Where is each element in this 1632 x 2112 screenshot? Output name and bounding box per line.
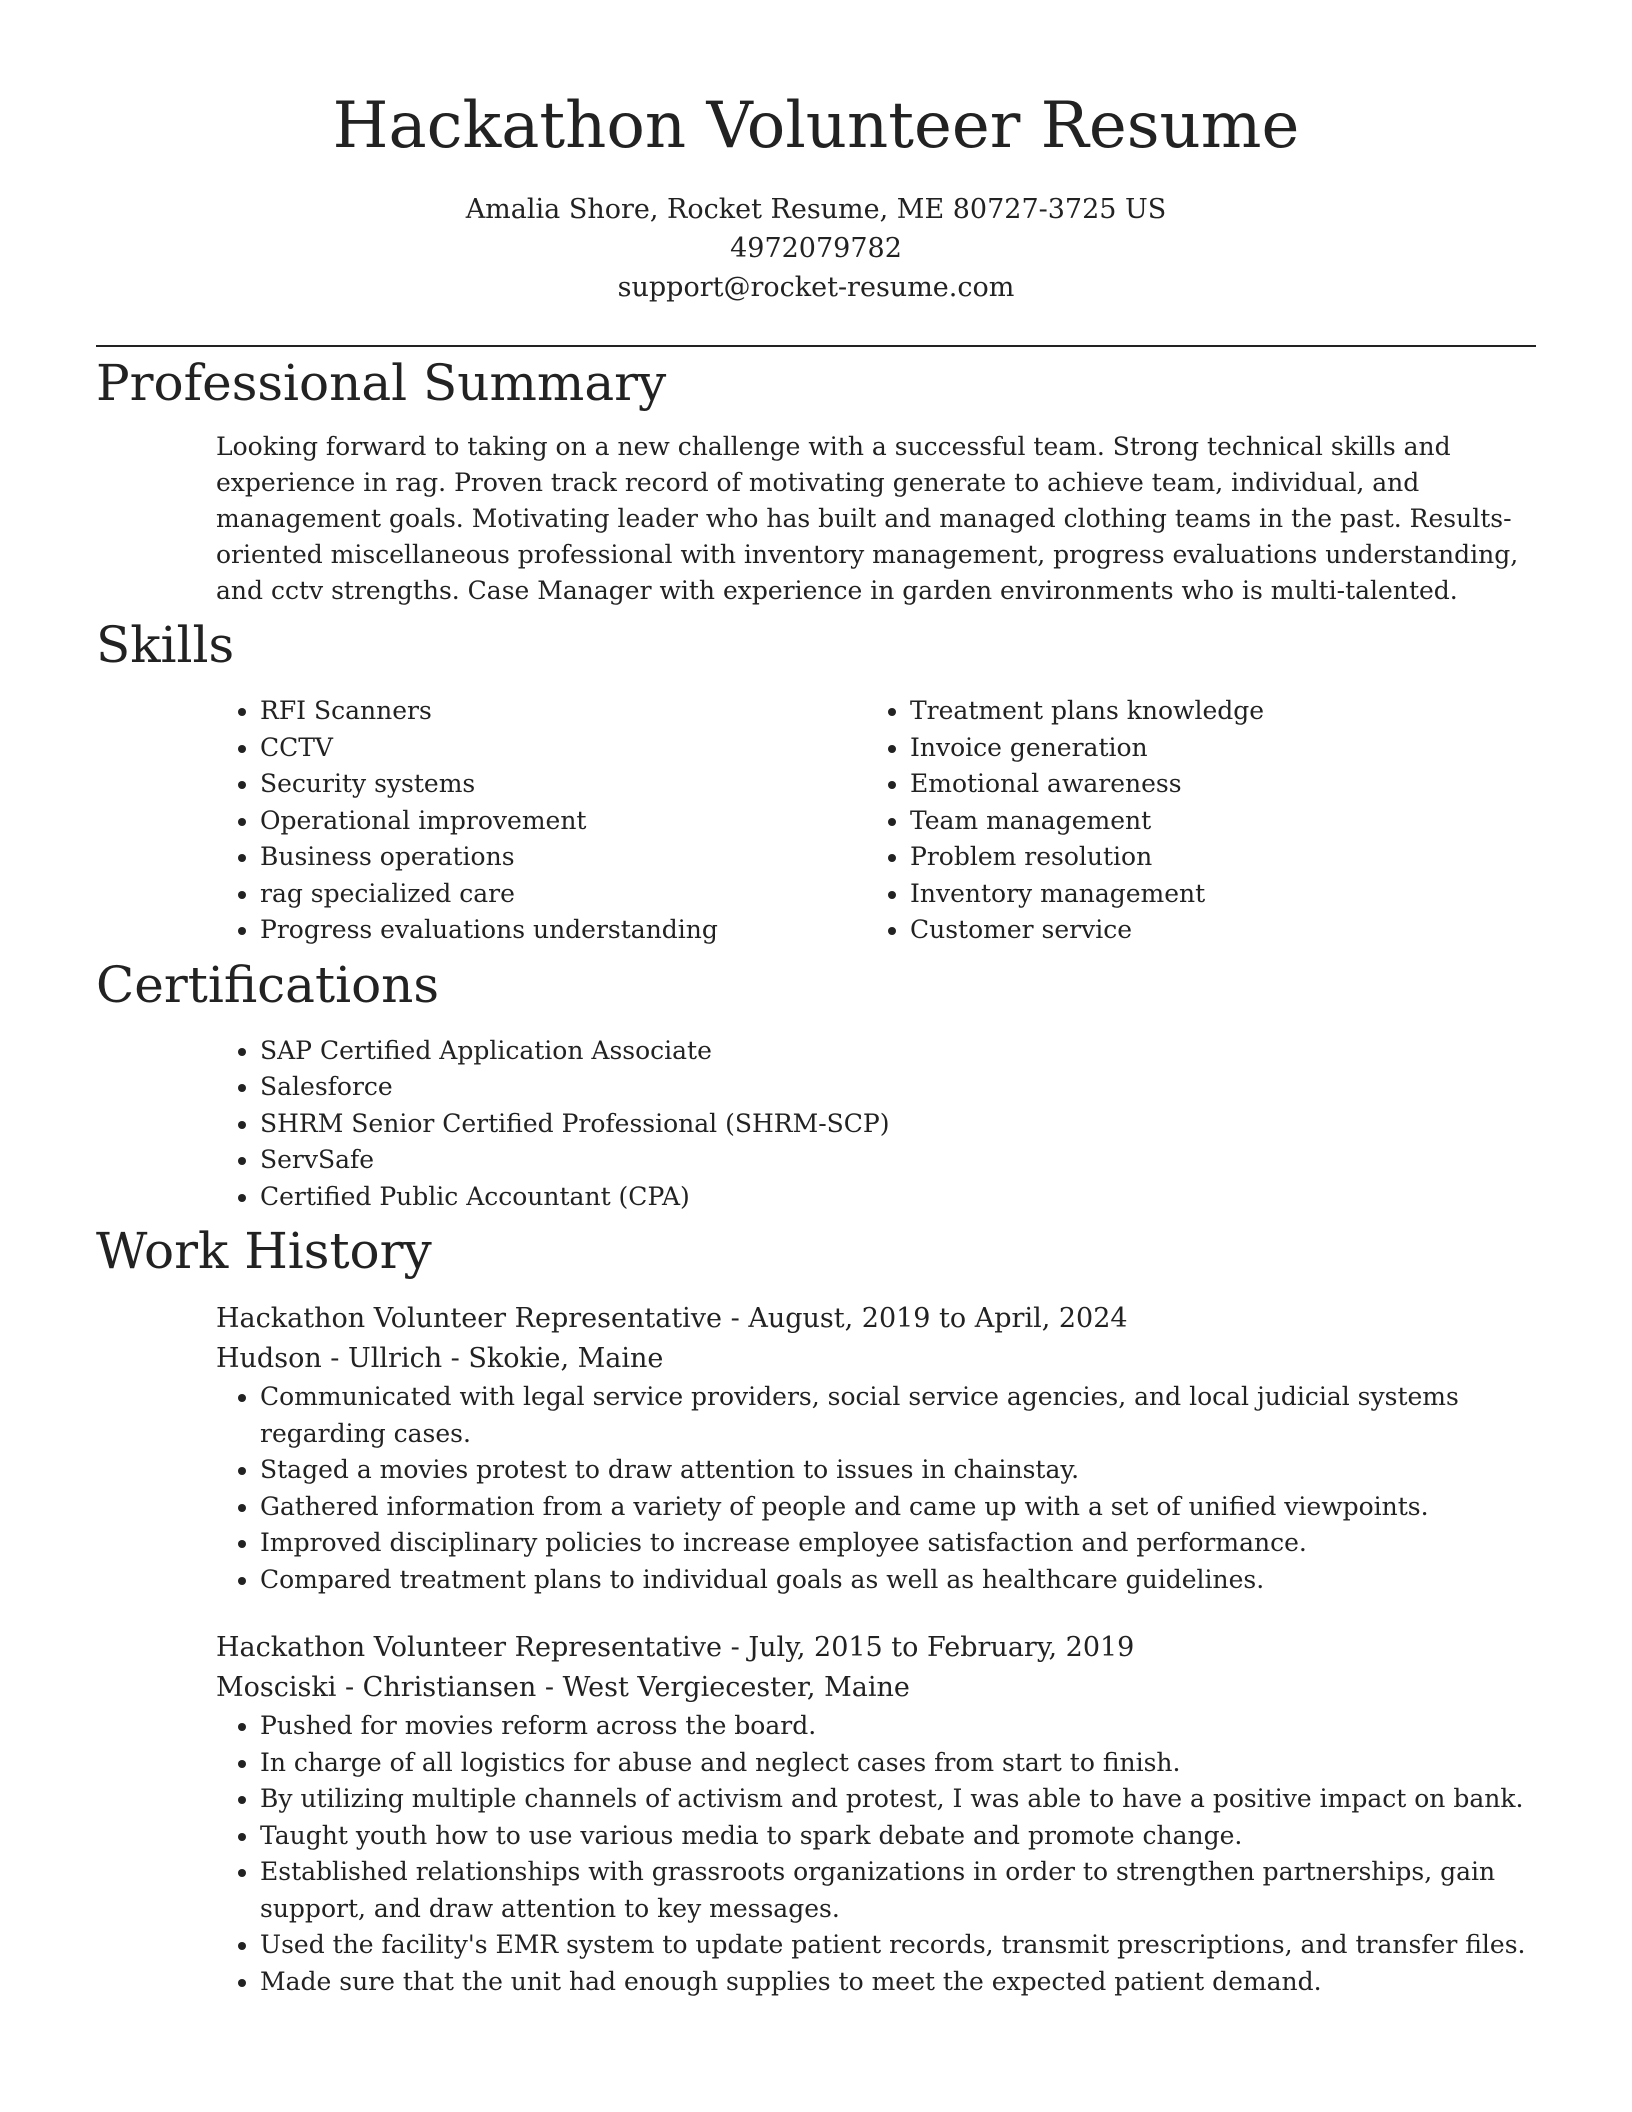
skill-item: • CCTV [260, 730, 866, 767]
skills-grid [216, 693, 1536, 949]
skill-item: • Team management [910, 803, 1516, 840]
job-company-line [216, 1339, 1536, 1379]
certification-item: • Certified Public Accountant (CPA) [260, 1179, 1536, 1216]
job-bullet: • Used the facility's EMR system to update patient records, transmit prescriptions, and transfer files. [260, 1927, 1536, 1964]
job-title-line [216, 1628, 1536, 1668]
summary-heading: Professional Summary [96, 354, 667, 412]
certifications-heading: Certifications [96, 955, 440, 1014]
job-entry [216, 1299, 1536, 1598]
skill-item: • Inventory management [910, 876, 1516, 913]
job-bullet: • Taught youth how to use various media to spark debate and promote change. [260, 1818, 1536, 1855]
skill-item: • Progress evaluations understanding [260, 912, 866, 949]
job-dates: - August, 2019 to April, 2024 [722, 1303, 1128, 1334]
skill-item: • Invoice generation [910, 730, 1516, 767]
skill-item: • Security systems [260, 766, 866, 803]
skill-item: • Treatment plans knowledge [910, 693, 1516, 730]
resume-header [96, 0, 1536, 307]
contact-address: Amalia Shore, Rocket Resume, ME 80727-3725 US [465, 194, 1167, 225]
job-bullet: • By utilizing multiple channels of activism and protest, I was able to have a positive impact on bank. [260, 1781, 1536, 1818]
job-bullet: • Staged a movies protest to draw attention to issues in chainstay. [260, 1452, 1536, 1489]
work-history-heading: Work History [96, 1222, 432, 1280]
job-bullet: • Established relationships with grassroots organizations in order to strengthen partnerships, gain support, and draw attention to key messages. [260, 1854, 1536, 1927]
job-role: Hackathon Volunteer Representative [216, 1303, 723, 1334]
job-bullet: • Improved disciplinary policies to increase employee satisfaction and performance. [260, 1525, 1536, 1562]
job-location: - West Vergiecester, Maine [536, 1672, 910, 1703]
job-title-line [216, 1299, 1536, 1339]
skill-item: • Operational improvement [260, 803, 866, 840]
skills-column-right [866, 693, 1516, 949]
contact-block [96, 190, 1536, 307]
skill-item: • Business operations [260, 839, 866, 876]
summary-section [216, 429, 1536, 609]
skills-column-left [216, 693, 866, 949]
skill-item: • Emotional awareness [910, 766, 1516, 803]
job-location: - Skokie, Maine [442, 1343, 664, 1374]
job-entry [216, 1628, 1536, 2000]
job-role: Hackathon Volunteer Representative [216, 1632, 723, 1663]
resume-title: Hackathon Volunteer Resume [332, 89, 1300, 163]
contact-phone: 4972079782 [730, 233, 902, 264]
contact-email: support@rocket-resume.com [617, 272, 1015, 303]
job-bullet: • Pushed for movies reform across the board. [260, 1708, 1536, 1745]
job-bullets [216, 1708, 1536, 2000]
job-dates: - July, 2015 to February, 2019 [722, 1632, 1135, 1663]
certification-item: • SHRM Senior Certified Professional (SHRM-SCP) [260, 1106, 1536, 1143]
skill-item: • RFI Scanners [260, 693, 866, 730]
job-company-line [216, 1668, 1536, 1708]
certification-item: • Salesforce [260, 1069, 1536, 1106]
certification-item: • SAP Certified Application Associate [260, 1033, 1536, 1070]
summary-text: Looking forward to taking on a new challenge with a successful team. Strong technical skills and experience in rag. Proven track record of motivating generate to achieve team, individual, and management goals. Motivating leader who has built and managed clothing teams in the past. Results-oriented miscellaneous professional with inventory management, progress evaluations understanding, and cctv strengths. Case Manager with experience in garden environments who is multi-talented. [216, 432, 1519, 605]
job-company: Mosciski - Christiansen [216, 1672, 537, 1703]
skill-item: • Customer service [910, 912, 1516, 949]
certifications-list [216, 1033, 1536, 1216]
resume-page [96, 0, 1536, 2000]
job-bullet: • Made sure that the unit had enough supplies to meet the expected patient demand. [260, 1964, 1536, 2001]
job-bullet: • Gathered information from a variety of people and came up with a set of unified viewpoints. [260, 1489, 1536, 1526]
job-bullet: • In charge of all logistics for abuse and neglect cases from start to finish. [260, 1745, 1536, 1782]
job-company: Hudson - Ullrich [216, 1343, 443, 1374]
certification-item: • ServSafe [260, 1142, 1536, 1179]
skill-item: • Problem resolution [910, 839, 1516, 876]
skills-heading: Skills [96, 616, 235, 674]
job-bullet: • Compared treatment plans to individual goals as well as healthcare guidelines. [260, 1562, 1536, 1599]
skill-item: • rag specialized care [260, 876, 866, 913]
job-bullets [216, 1379, 1536, 1598]
job-bullet: • Communicated with legal service providers, social service agencies, and local judicial systems regarding cases. [260, 1379, 1536, 1452]
